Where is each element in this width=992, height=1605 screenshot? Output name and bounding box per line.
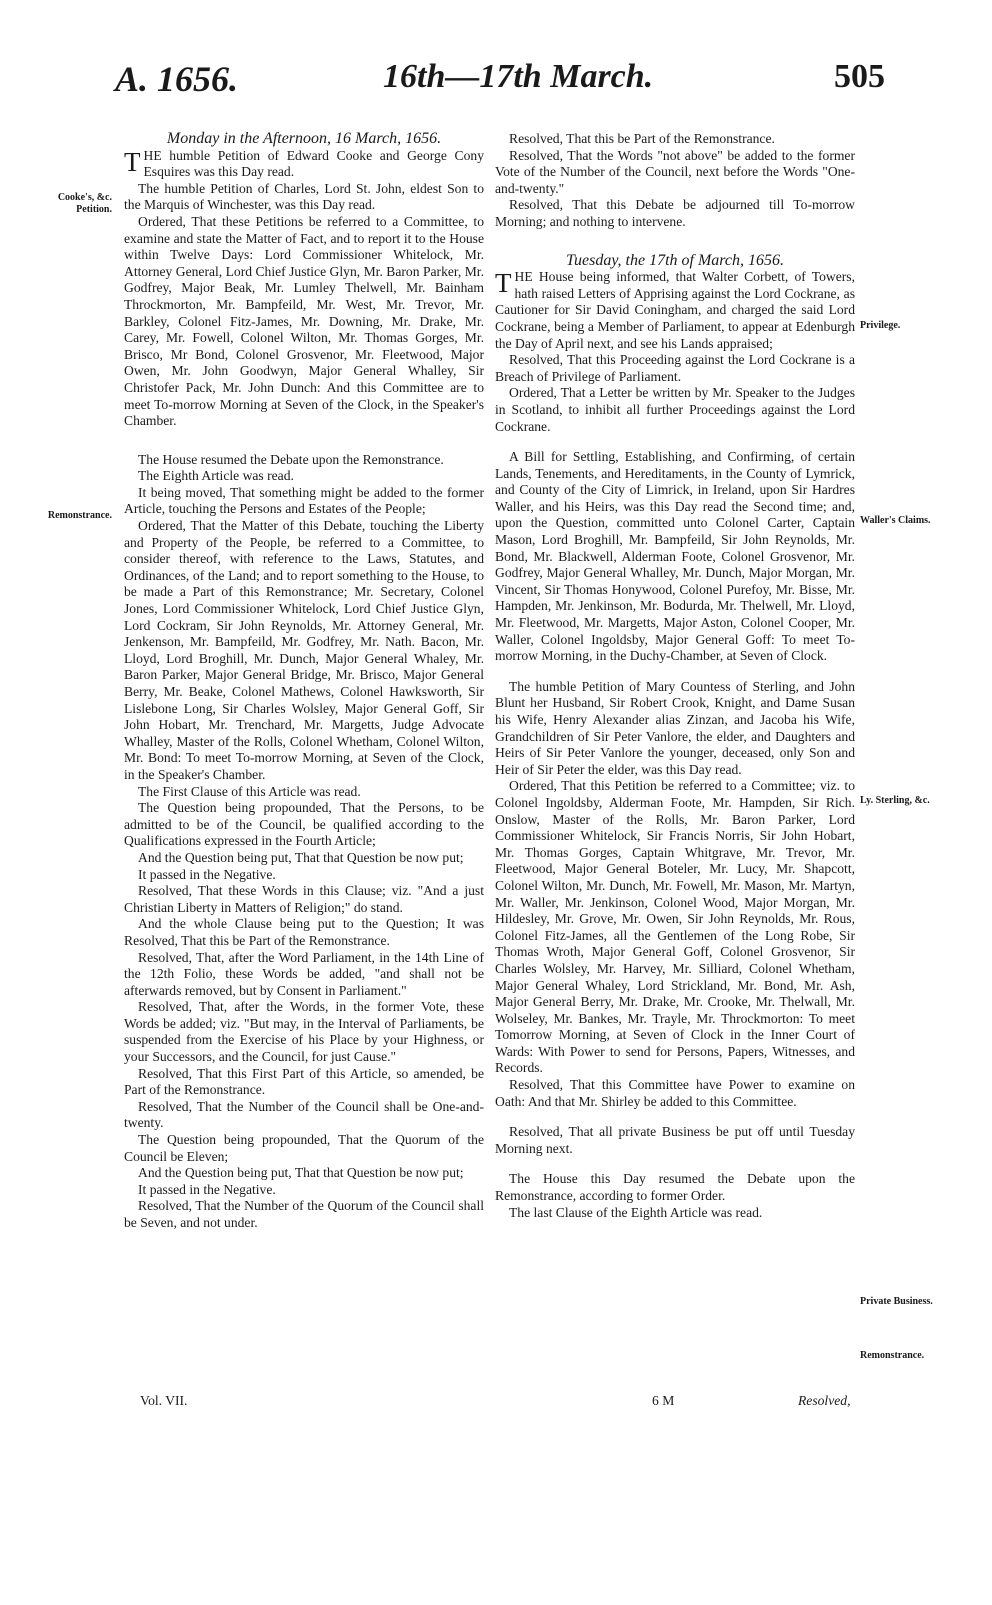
paragraph: Resolved, That this Proceeding against the Lord Cockrane is a Breach of Privilege of Parliament. — [495, 352, 855, 384]
paragraph: Resolved, That the Number of the Council shall be One-and-twenty. — [124, 1098, 484, 1131]
margin-note-cookes-petition: Cooke's, &c. Petition. — [57, 192, 112, 215]
paragraph: Resolved, That this Committee have Power to examine on Oath: And that Mr. Shirley be added to this Committee. — [495, 1077, 855, 1109]
year-heading: A. 1656. — [115, 59, 239, 99]
drop-cap: T — [124, 146, 141, 177]
paragraph: The last Clause of the Eighth Article was read. — [509, 1204, 763, 1220]
paragraph: Resolved, That, after the Word Parliament, in the 14th Line of the 12th Folio, these Words be added, "and shall not be afterwards removed, but by Consent in Parliament." — [124, 949, 484, 998]
section-heading-monday: Monday in the Afternoon, 16 March, 1656. — [166, 130, 442, 147]
paragraph: A Bill for Settling, Establishing, and Confirming, of certain Lands, Tenements, and Hereditaments, in the County of Lymrick, and County of the City of Limrick, in Ireland, upon Sir Hardres Waller, and his Heirs, was this Day read the Second time; and, upon the Question, committed unto Colonel Carter, Captain Mason, Lord Broghill, Mr. Bampfeild, Sir John Reynolds, Mr. Bond, Mr. Blackwell, Alderman Foote, Colonel Grosvenor, Mr. Godfrey, Major General Whalley, Mr. Dunch, Major Morgan, Mr. Vincent, Sir Thomas Honywood, Colonel Purefoy, Mr. Bisse, Mr. Hampden, Mr. Jenkinson, Mr. Bodurda, Mr. Thelwell, Mr. Lloyd, Mr. Fleetwood, Mr. Margetts, Major Aston, Colonel Cooper, Mr. Waller, Colonel Ingoldsby, Major General Goff: To meet To-morrow Morning, in the Duchy-Chamber, at Seven of Clock. — [495, 449, 855, 664]
paragraph: The House resumed the Debate upon the Remonstrance. — [138, 451, 444, 467]
paragraph: Ordered, That the Matter of this Debate, touching the Liberty and Property of the People, be referred to a Committee, to consider thereof, with reference to the Laws, Statutes, and Ordinances, of the Land; and to report something to the House, to be made a Part of this Remonstrance; Mr. Secretary, Colonel Jones, Lord Commissioner Whitelock, Lord Chief Justice Glyn, Lord Cockram, Sir John Reynolds, Mr. Attorney General, Mr. Jenkenson, Mr. Bampfeild, Mr. Godfrey, Mr. Nath. Bacon, Mr. Lloyd, Lord Broghill, Mr. Dunch, Major General Whaley, Mr. Baron Parker, Major General Bridge, Mr. Brisco, Major General Berry, Mr. Beake, Colonel Mathews, Colonel Hawksworth, Sir Lislebone Long, Sir Charles Wolsley, Major General Goff, Sir John Hobart, Mr. Trenchard, Mr. Margetts, Judge Advocate Whalley, Master of the Rolls, Colonel Whetham, Colonel Wilton, Mr. Bond: To meet To-morrow Morning, at Seven of the Clock, in the Speaker's Chamber. — [124, 518, 484, 782]
paragraph: The humble Petition of Charles, Lord St. John, eldest Son to the Marquis of Winchester, was this Day read. — [124, 180, 484, 213]
page-number: 505 — [834, 58, 885, 95]
paragraph: Resolved, That, after the Words, in the former Vote, these Words be added; viz. "But may, in the Interval of Parliaments, be suspended from the Exercise of his Place by your Highness, or your Successors, and the Council, for just Cause." — [124, 999, 484, 1065]
paragraph: Ordered, That this Petition be referred to a Committee; viz. to Colonel Ingoldsby, Alderman Foote, Mr. Hampden, Sir Rich. Onslow, Master of the Rolls, Mr. Baron Parker, Lord Commissioner Whitelock, Sir Francis Norris, Sir John Hobart, Mr. Thomas Gorges, Captain Whitgrave, Mr. Trevor, Mr. Fleetwood, Major General Boteler, Mr. Lucy, Mr. Shapcott, Colonel Wilton, Mr. Dunch, Mr. Fowell, Mr. Mason, Mr. Martyn, Mr. Waller, Mr. Jenkinson, Colonel Wood, Major Morgan, Mr. Hildesley, Mr. Grove, Mr. Owen, Sir John Reynolds, Mr. Rous, Colonel Fitz-James, all the Gentlemen of the Long Robe, Sir Thomas Wroth, Major General Goff, Colonel Grosvenor, Sir Charles Wolsley, Mr. Harvey, Mr. Silliard, Colonel Whetham, Major General Whaley, Lord Strickland, Mr. Bond, Mr. Ash, Major General Berry, Mr. Drake, Mr. Crooke, Mr. Thelwall, Mr. Wolseley, Mr. Bankes, Mr. Trayle, Mr. Throckmorton: To meet Tomorrow Morning, at Seven of Clock in the Inner Court of Wards: With Power to send for Persons, Papers, Witnesses, and Records. — [495, 778, 855, 1076]
margin-note-remonstrance: Remonstrance. — [47, 510, 112, 521]
catchword: Resolved, — [798, 1393, 851, 1408]
date-heading: 16th—17th March. — [383, 58, 654, 95]
margin-note-privilege: Privilege. — [860, 320, 901, 331]
paragraph: It passed in the Negative. — [138, 866, 276, 882]
paragraph: The Question being propounded, That the Persons, to be admitted to be of the Council, be qualified according to the Qualifications expressed in the Fourth Article; — [124, 800, 484, 849]
paragraph: Resolved, That all private Business be put off until Tuesday Morning next. — [495, 1124, 855, 1156]
margin-note-sterling: Ly. Sterling, &c. — [860, 795, 930, 806]
paragraph: Resolved, That this be Part of the Remonstrance. — [509, 131, 775, 146]
paragraph: Resolved, That the Words "not above" be added to the former Vote of the Number of the Council, next before the Words "One-and-twenty." — [495, 147, 855, 196]
paragraph: The House this Day resumed the Debate upon the Remonstrance, according to former Order. — [495, 1171, 855, 1204]
paragraph: And the Question being put, That that Question be now put; — [138, 1165, 464, 1181]
paragraph: It being moved, That something might be added to the former Article, touching the Persons and Estates of the People; — [124, 484, 484, 517]
paragraph: It passed in the Negative. — [138, 1181, 276, 1197]
paragraph: Resolved, That this First Part of this Article, so amended, be Part of the Remonstrance. — [124, 1065, 484, 1098]
paragraph: Resolved, That this Debate be adjourned till To-morrow Morning; and nothing to intervene. — [495, 197, 855, 229]
right-column — [495, 131, 855, 1221]
margin-note-wallers-claims: Waller's Claims. — [860, 515, 931, 526]
paragraph-text: HE humble Petition of Edward Cooke and George Cony Esquires was this Day read. — [143, 147, 484, 180]
page-header — [115, 58, 885, 122]
paragraph: The Eighth Article was read. — [138, 468, 294, 484]
drop-cap: T — [495, 268, 512, 299]
volume-label: Vol. VII. — [140, 1393, 188, 1408]
paragraph: And the whole Clause being put to the Question; It was Resolved, That this be Part of the Remonstrance. — [124, 916, 484, 948]
margin-note-remonstrance-right: Remonstrance. — [860, 1350, 925, 1361]
paragraph: Resolved, That these Words in this Clause; viz. "And a just Christian Liberty in Matters of Religion;" do stand. — [124, 883, 484, 915]
paragraph — [495, 269, 855, 352]
paragraph — [124, 148, 484, 181]
paragraph: Ordered, That a Letter be written by Mr. Speaker to the Judges in Scotland, to inhibit all further Proceedings against the Lord Cockrane. — [495, 385, 855, 434]
paragraph: Resolved, That the Number of the Quorum of the Council shall be Seven, and not under. — [124, 1198, 484, 1230]
paragraph: The First Clause of this Article was read. — [138, 783, 361, 799]
signature-mark: 6 M — [652, 1393, 675, 1408]
paragraph-text: HE House being informed, that Walter Corbett, of Towers, hath raised Letters of Apprising against the Lord Cockrane, as Cautioner for Sir David Coningham, and charged the said Lord Cockrane, being a Member of Parliament, to appear at Edenburgh the Day of April next, and see his Lands appraised; — [495, 269, 855, 351]
margin-note-private-business: Private Business. — [860, 1296, 933, 1307]
paragraph: The Question being propounded, That the Quorum of the Council be Eleven; — [124, 1132, 484, 1164]
paragraph: And the Question being put, That that Question be now put; — [138, 849, 464, 865]
paragraph: The humble Petition of Mary Countess of Sterling, and John Blunt her Husband, Sir Robert Crook, Knight, and Dame Susan his Wife, Henry Alexander alias Zinzan, and Jacoba his Wife, Grandchildren of Sir Peter Vanlore, the elder, and Daughters and Heirs of Sir Peter Vanlore the younger, deceased, only Son and Heir of Sir Peter the elder, was this Day read. — [495, 678, 855, 777]
paragraph: Ordered, That these Petitions be referred to a Committee, to examine and state the Matter of Fact, and to report it to the House within Twelve Days: Lord Commissioner Whitelock, Mr. Attorney General, Lord Chief Justice Glyn, Mr. Baron Parker, Mr. Godfrey, Major Beak, Mr. Lumley Thelwell, Mr. Bainham Throckmorton, Mr. Bampfeild, Mr. West, Mr. Trevor, Mr. Barkley, Colonel Fitz-James, Mr. Downing, Mr. Drake, Mr. Carey, Mr. Fowell, Colonel Wilton, Mr. Thomas Gorges, Mr. Brisco, Mr Bond, Colonel Grosvenor, Mr. Fleetwood, Major Owen, Mr. John Goodwyn, Major General Whalley, Sir Christofer Pack, Mr. John Dunch: And this Committee are to meet To-morrow Morning at Seven of the Clock, in the Speaker's Chamber. — [124, 213, 484, 429]
left-column — [124, 131, 484, 1232]
section-heading-tuesday: Tuesday, the 17th of March, 1656. — [565, 251, 785, 269]
